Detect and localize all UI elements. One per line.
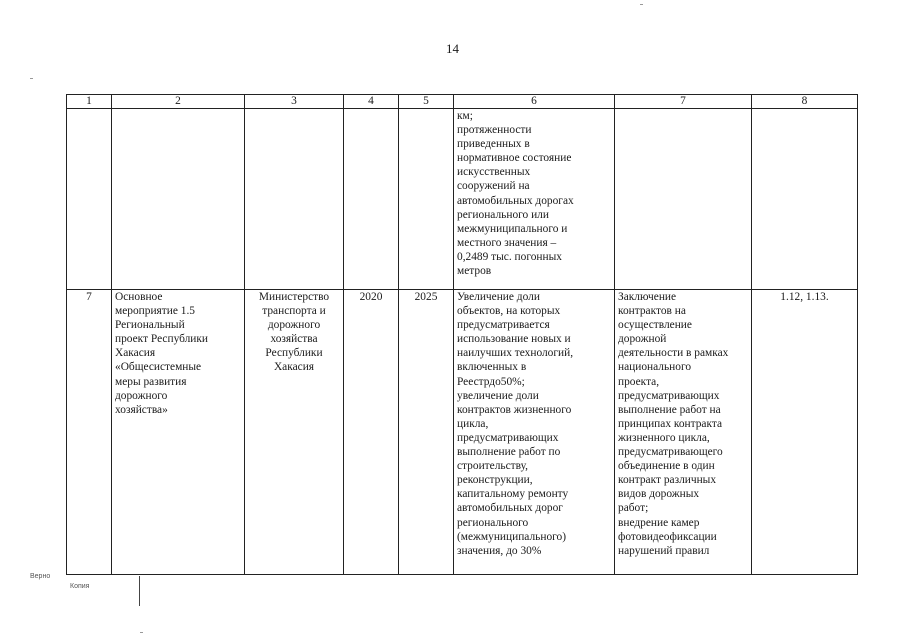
cell-text-line: увеличение доли xyxy=(457,389,539,402)
cell-text-line: деятельности в рамках xyxy=(618,347,729,360)
scan-mark xyxy=(140,632,143,633)
cell-text-line: предусматривающих xyxy=(618,389,720,402)
cell-text-line: капитальному ремонту xyxy=(457,488,569,501)
cell-text-line: фотовидеофиксации xyxy=(618,530,717,543)
start-year-cell: 2020 xyxy=(344,290,399,575)
scan-mark xyxy=(640,4,643,5)
cell-text-line: контракт различных xyxy=(618,474,717,487)
cell-text-line: км; xyxy=(457,110,473,122)
cell-text-line: транспорта и xyxy=(262,305,326,318)
table-cell xyxy=(615,109,752,290)
cell-text-line: предусматривающего xyxy=(618,446,723,459)
cell-text-line: межмуниципального и xyxy=(457,222,568,235)
table-row-continuation xyxy=(67,109,858,290)
description-cell xyxy=(615,290,752,575)
cell-text-line: Увеличение доли xyxy=(457,291,540,303)
cell-text-line: автомобильных дорогах xyxy=(457,194,574,207)
cell-text-line: Министерство xyxy=(258,291,330,303)
cell-text-line: жизненного цикла, xyxy=(618,431,710,444)
indicators-cell: 1.12, 1.13. xyxy=(752,290,858,575)
cell-text-line: приведенных в xyxy=(457,138,530,151)
cell-text-line: использование новых и xyxy=(457,333,571,346)
cell-text-line: принципах контракта xyxy=(618,417,723,430)
cell-text-line: 0,2489 тыс. погонных xyxy=(457,250,562,263)
cell-text-line: метров xyxy=(457,265,492,278)
cell-text-line: выполнение работ по xyxy=(457,446,561,459)
column-header: 4 xyxy=(344,95,399,109)
cell-text-line: предусматривающих xyxy=(457,431,559,444)
column-header: 2 xyxy=(112,95,245,109)
program-table xyxy=(66,94,858,575)
cell-text-line: предусматривается xyxy=(457,319,550,332)
cell-text-line: хозяйства xyxy=(270,333,318,346)
cell-text-line: выполнение работ на xyxy=(618,403,721,416)
cell-text-line: Региональный xyxy=(115,319,185,332)
result-cell xyxy=(454,290,615,575)
stamp-line: Копия xyxy=(70,583,90,590)
cell-text-line: дорожной xyxy=(618,333,667,346)
column-header-row xyxy=(67,95,858,109)
page-number: 14 xyxy=(446,41,459,56)
cell-text-line: дорожного xyxy=(267,319,321,332)
event-cell xyxy=(112,290,245,575)
stamp-frame xyxy=(136,576,140,606)
table-cell xyxy=(245,109,344,290)
cell-text-line: меры развития xyxy=(115,375,187,388)
cell-text-line: цикла, xyxy=(457,417,489,430)
cell-text-line: нарушений правил xyxy=(618,544,710,557)
table-cell xyxy=(112,109,245,290)
cell-text-line: проект Республики xyxy=(115,333,209,346)
cell-text-line: проекта, xyxy=(618,375,660,388)
cell-text-line: работ; xyxy=(618,502,649,515)
cell-text-line: искусственных xyxy=(457,166,531,179)
cell-text-line: «Общесистемные xyxy=(115,361,202,374)
cell-text-line: внедрение камер xyxy=(618,516,700,529)
cell-text-line: регионального xyxy=(457,516,529,529)
cell-text-line: автомобильных дорог xyxy=(457,502,563,515)
cell-text-line: видов дорожных xyxy=(618,488,700,501)
cell-text-line: Хакасия xyxy=(273,361,315,374)
copy-stamp xyxy=(30,572,142,610)
column-header: 8 xyxy=(752,95,858,109)
cell-text-line: включенных в xyxy=(457,361,527,374)
cell-text-line: значения, до 30% xyxy=(457,544,542,557)
cell-text-line: Заключение xyxy=(618,291,677,303)
column-header: 7 xyxy=(615,95,752,109)
cell-text-line: нормативное состояние xyxy=(457,152,572,165)
cell-text-line: регионального или xyxy=(457,208,549,221)
cell-text-line: сооружений на xyxy=(457,180,530,193)
cell-text-line: (межмуниципального) xyxy=(457,530,567,543)
stamp-line: Верно xyxy=(30,573,51,580)
cell-text-line: местного значения – xyxy=(457,236,557,249)
table-cell xyxy=(399,109,454,290)
table-row xyxy=(67,290,858,575)
executor-cell xyxy=(245,290,344,575)
cell-text-line: Республики xyxy=(265,347,323,360)
cell-text-line: контрактов жизненного xyxy=(457,403,572,416)
column-header: 5 xyxy=(399,95,454,109)
cell-text-line: объектов, на которых xyxy=(457,305,561,318)
table-cell xyxy=(344,109,399,290)
cell-text-line: Основное xyxy=(115,291,163,303)
cell-text-line: протяженности xyxy=(457,124,532,137)
cell-text-line: хозяйства» xyxy=(115,403,168,416)
result-cell xyxy=(454,109,615,290)
cell-text-line: Реестрдо50%; xyxy=(457,375,525,388)
cell-text-line: контрактов на xyxy=(618,305,686,318)
cell-text-line: наилучших технологий, xyxy=(457,347,574,360)
column-header: 3 xyxy=(245,95,344,109)
cell-text-line: Хакасия xyxy=(115,347,156,360)
cell-text-line: национального xyxy=(618,361,692,374)
cell-text-line: мероприятие 1.5 xyxy=(115,305,195,318)
table-cell xyxy=(752,109,858,290)
row-number-cell: 7 xyxy=(67,290,112,575)
cell-text-line: объединение в один xyxy=(618,460,715,473)
end-year-cell: 2025 xyxy=(399,290,454,575)
cell-text-line: строительству, xyxy=(457,460,528,473)
column-header: 6 xyxy=(454,95,615,109)
column-header: 1 xyxy=(67,95,112,109)
cell-text-line: осуществление xyxy=(618,319,692,332)
cell-text-line: реконструкции, xyxy=(457,474,533,487)
table-cell xyxy=(67,109,112,290)
cell-text-line: дорожного xyxy=(115,389,168,402)
scan-mark xyxy=(30,78,33,79)
